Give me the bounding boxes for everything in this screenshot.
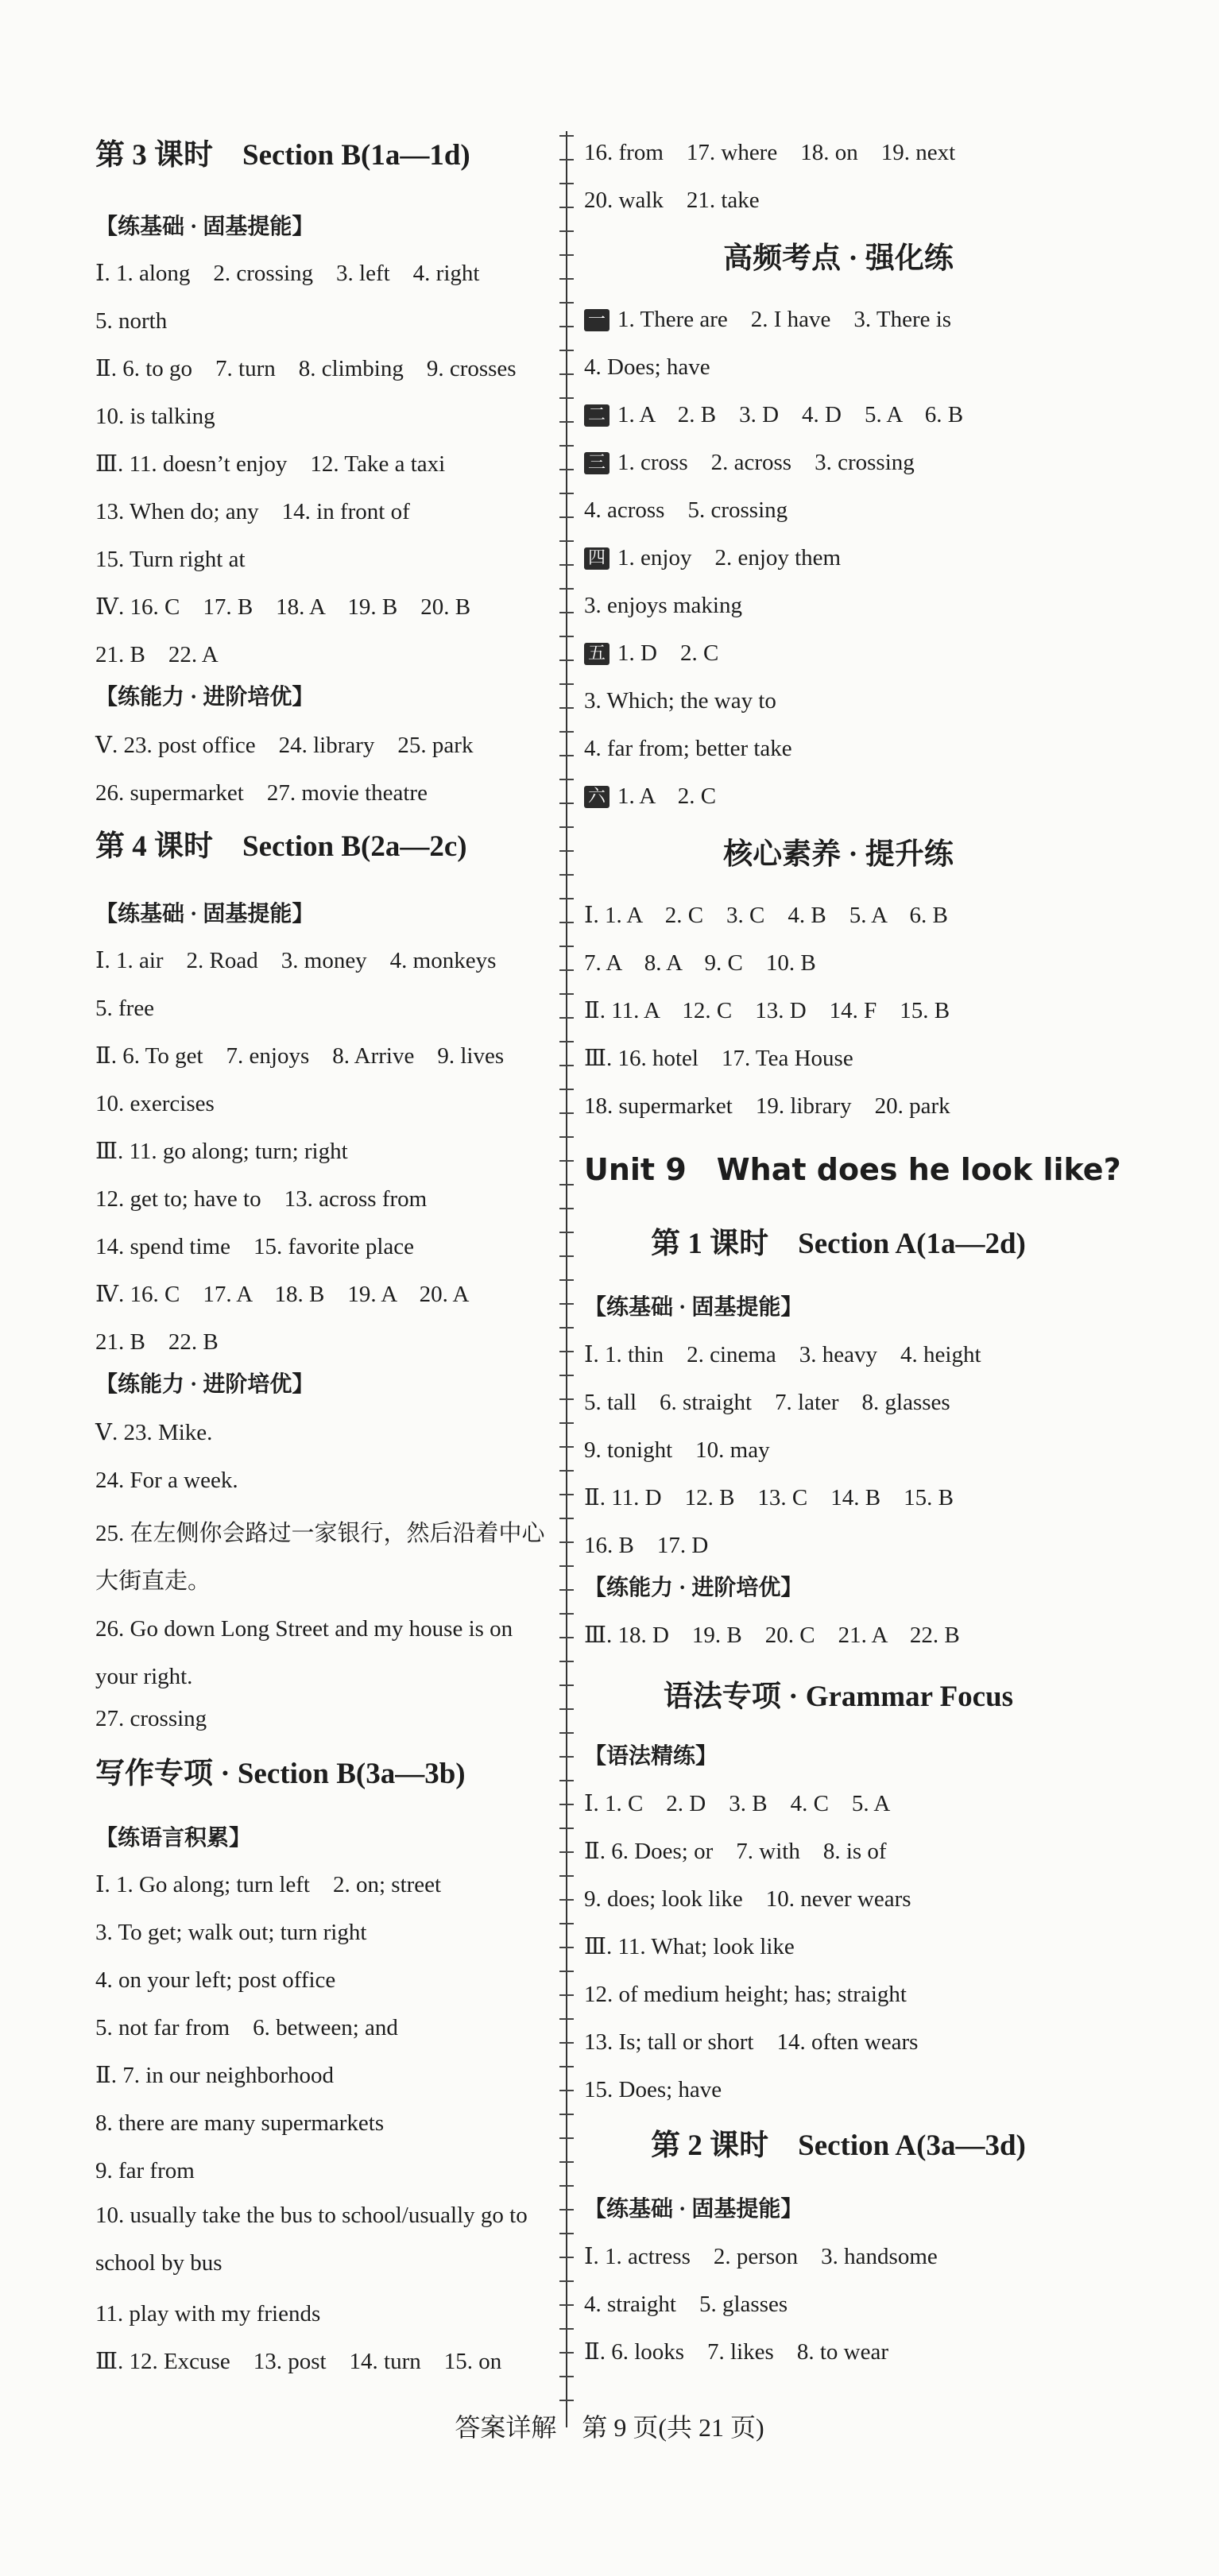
- divider-tick: [559, 373, 574, 375]
- line-text: 4. across 5. crossing: [584, 497, 788, 523]
- divider-tick: [559, 2114, 574, 2115]
- question-type-badge: 三: [584, 452, 610, 474]
- line-text: 1. enjoy 2. enjoy them: [617, 545, 842, 571]
- answer-line: [584, 1532, 708, 1559]
- line-text: 9. tonight 10. may: [584, 1437, 770, 1463]
- subsection-label: [584, 1744, 718, 1770]
- line-text: Ⅱ. 11. A 12. C 13. D 14. F 15. B: [584, 998, 950, 1023]
- answer-line: [584, 401, 963, 428]
- section-heading: [584, 1228, 1093, 1261]
- line-text: 26. supermarket 27. movie theatre: [95, 780, 428, 806]
- divider-tick: [559, 278, 574, 280]
- subsection-label: [95, 685, 314, 710]
- line-text: Ⅰ. 1. actress 2. person 3. handsome: [584, 2244, 938, 2269]
- divider-tick: [559, 254, 574, 256]
- answer-line: [95, 594, 470, 621]
- divider-tick: [559, 1589, 574, 1591]
- answer-line: [95, 451, 445, 478]
- answer-line: [584, 354, 710, 381]
- line-text: 12. of medium height; has; straight: [584, 1982, 907, 2007]
- divider-tick: [559, 707, 574, 709]
- divider-tick: [559, 850, 574, 852]
- line-text: 24. For a week.: [95, 1468, 238, 1493]
- divider-tick: [559, 898, 574, 899]
- answer-line: [584, 1389, 950, 1416]
- divider-tick: [559, 588, 574, 590]
- line-text: Ⅳ. 16. C 17. B 18. A 19. B 20. B: [95, 594, 471, 620]
- answer-line: [584, 1790, 890, 1817]
- line-text: Ⅰ. 1. air 2. Road 3. money 4. monkeys: [95, 948, 497, 973]
- answer-line: [584, 187, 760, 214]
- line-text: Ⅲ. 11. go along; turn; right: [95, 1139, 348, 1164]
- line-text: 4. straight 5. glasses: [584, 2292, 788, 2317]
- divider-tick: [559, 159, 574, 161]
- subsection-label: [95, 215, 314, 240]
- divider-tick: [559, 230, 574, 232]
- answer-line: [584, 2243, 938, 2270]
- line-text: 21. B 22. A: [95, 642, 219, 667]
- line-text: Ⅲ. 11. doesn’t enjoy 12. Take a taxi: [95, 451, 446, 477]
- answer-line: [95, 260, 479, 287]
- answer-line: [95, 2014, 398, 2041]
- line-text: 【语法精练】: [584, 1744, 718, 1769]
- question-type-badge: 二: [584, 404, 610, 427]
- line-text: 4. on your left; post office: [95, 1967, 336, 1993]
- divider-tick: [559, 1708, 574, 1710]
- line-text: 5. free: [95, 996, 155, 1021]
- divider-tick: [559, 1828, 574, 1829]
- section-heading: [584, 838, 1093, 872]
- answer-line: [584, 497, 788, 524]
- subsection-label: [584, 1576, 803, 1601]
- divider-tick: [559, 874, 574, 876]
- line-text: Ⅴ. 23. post office 24. library 25. park: [95, 733, 474, 758]
- answer-line: [584, 2291, 788, 2318]
- line-text: Unit 9 What does he look like?: [584, 1152, 1121, 1187]
- line-text: 【练能力 · 进阶培优】: [584, 1576, 803, 1600]
- line-text: 8. there are many supermarkets: [95, 2110, 385, 2136]
- divider-tick: [559, 2376, 574, 2377]
- section-heading: [95, 830, 467, 864]
- line-text: 13. When do; any 14. in front of: [95, 499, 410, 524]
- answer-line: [95, 1605, 556, 1700]
- line-text: 第 1 课时 Section A(1a—2d): [651, 1228, 1026, 1260]
- line-text: 5. not far from 6. between; and: [95, 2015, 398, 2040]
- line-text: 16. from 17. where 18. on 19. next: [584, 140, 956, 165]
- divider-tick: [559, 2161, 574, 2163]
- divider-tick: [559, 1136, 574, 1138]
- line-text: 【练基础 · 固基提能】: [95, 902, 315, 926]
- line-text: Ⅲ. 12. Excuse 13. post 14. turn 15. on: [95, 2349, 502, 2374]
- divider-tick: [559, 922, 574, 923]
- line-text: Ⅱ. 7. in our neighborhood: [95, 2063, 335, 2088]
- answer-line: [95, 1871, 441, 1898]
- answer-line: [95, 1233, 414, 1260]
- answer-line: [95, 2110, 384, 2137]
- divider-tick: [559, 755, 574, 756]
- divider-tick: [559, 302, 574, 304]
- answer-line: [95, 641, 219, 668]
- divider-tick: [559, 1541, 574, 1543]
- answer-line: [95, 1967, 335, 1994]
- unit-title: [584, 1152, 1121, 1187]
- line-text: 25. 在左侧你会路过一家银行，然后沿着中心大街直走。: [95, 1521, 545, 1594]
- divider-tick: [559, 469, 574, 470]
- divider-tick: [559, 731, 574, 733]
- line-text: 1. A 2. C: [617, 783, 717, 809]
- divider-tick: [559, 1851, 574, 1853]
- divider-tick: [559, 993, 574, 995]
- answer-line: [584, 1341, 981, 1368]
- line-text: 21. B 22. B: [95, 1329, 219, 1355]
- divider-tick: [559, 1279, 574, 1281]
- divider-tick: [559, 969, 574, 971]
- divider-tick: [559, 1875, 574, 1877]
- answer-line: [95, 995, 154, 1022]
- divider-tick: [559, 1351, 574, 1352]
- divider-tick: [559, 493, 574, 494]
- answer-line: [95, 1919, 366, 1946]
- answer-line: [95, 1419, 212, 1446]
- line-text: 1. There are 2. I have 3. There is: [617, 307, 952, 332]
- divider-tick: [559, 1422, 574, 1424]
- line-text: 4. Does; have: [584, 354, 710, 380]
- divider-tick: [559, 2233, 574, 2234]
- line-text: 第 3 课时 Section B(1a—1d): [95, 139, 470, 172]
- answer-line: [584, 640, 718, 667]
- divider-tick: [559, 1661, 574, 1662]
- line-text: 27. crossing: [95, 1706, 207, 1731]
- answer-line: [584, 1838, 887, 1865]
- divider-tick: [559, 2280, 574, 2282]
- divider-tick: [559, 2257, 574, 2258]
- subsection-label: [95, 1826, 251, 1851]
- line-text: 26. Go down Long Street and my house is on your right.: [95, 1616, 513, 1689]
- answer-line: [95, 1138, 348, 1165]
- line-text: Ⅱ. 6. To get 7. enjoys 8. Arrive 9. lives: [95, 1043, 505, 1069]
- answer-line: [584, 997, 950, 1024]
- divider-tick: [559, 2042, 574, 2044]
- divider-tick: [559, 612, 574, 613]
- answer-line: [584, 1981, 907, 2008]
- divider-tick: [559, 135, 574, 137]
- subsection-label: [95, 1372, 314, 1398]
- divider-tick: [559, 2066, 574, 2067]
- line-text: 16. B 17. D: [584, 1533, 709, 1558]
- divider-tick: [559, 2090, 574, 2091]
- subsection-label: [95, 902, 314, 927]
- divider-tick: [559, 779, 574, 780]
- answer-line: [95, 2348, 501, 2375]
- line-text: 7. A 8. A 9. C 10. B: [584, 950, 816, 976]
- line-text: 写作专项 · Section B(3a—3b): [95, 1758, 466, 1790]
- question-type-badge: 一: [584, 309, 610, 331]
- divider-tick: [559, 1160, 574, 1162]
- line-text: Ⅱ. 11. D 12. B 13. C 14. B 15. B: [584, 1485, 954, 1510]
- divider-tick: [559, 636, 574, 637]
- section-heading: [584, 1681, 1093, 1714]
- line-text: Ⅰ. 1. Go along; turn left 2. on; street: [95, 1872, 442, 1897]
- line-text: Ⅱ. 6. looks 7. likes 8. to wear: [584, 2339, 888, 2365]
- divider-tick: [559, 1398, 574, 1400]
- answer-line: [584, 783, 716, 810]
- answer-line: [584, 902, 948, 929]
- divider-tick: [559, 1327, 574, 1329]
- answer-line: [95, 732, 473, 759]
- line-text: 10. exercises: [95, 1091, 215, 1116]
- line-text: 20. walk 21. take: [584, 188, 760, 213]
- divider-tick: [559, 1232, 574, 1233]
- section-heading: [95, 139, 470, 172]
- line-text: 10. is talking: [95, 404, 215, 429]
- answer-line: [584, 2338, 888, 2365]
- line-text: 13. Is; tall or short 14. often wears: [584, 2029, 919, 2055]
- line-text: Ⅰ. 1. A 2. C 3. C 4. B 5. A 6. B: [584, 903, 948, 928]
- divider-tick: [559, 1017, 574, 1019]
- divider-tick: [559, 326, 574, 327]
- line-text: 核心素养 · 提升练: [723, 838, 954, 871]
- answer-line: [584, 1045, 853, 1072]
- line-text: 3. enjoys making: [584, 593, 742, 618]
- divider-tick: [559, 659, 574, 661]
- divider-tick: [559, 183, 574, 184]
- line-text: 9. does; look like 10. never wears: [584, 1886, 911, 1912]
- divider-tick: [559, 946, 574, 947]
- answer-line: [95, 2300, 320, 2327]
- divider-tick: [559, 207, 574, 208]
- divider-tick: [559, 1637, 574, 1638]
- answer-line: [584, 2076, 722, 2103]
- divider-tick: [559, 1923, 574, 1924]
- answer-line: [95, 307, 167, 335]
- divider-tick: [559, 1494, 574, 1495]
- answer-line: [95, 2157, 195, 2184]
- line-text: 【练基础 · 固基提能】: [95, 215, 315, 239]
- divider-tick: [559, 1899, 574, 1901]
- divider-tick: [559, 1994, 574, 1996]
- line-text: 第 2 课时 Section A(3a—3d): [651, 2129, 1026, 2162]
- divider-tick: [559, 516, 574, 518]
- line-text: 4. far from; better take: [584, 736, 792, 761]
- line-text: 14. spend time 15. favorite place: [95, 1234, 415, 1259]
- line-text: Ⅰ. 1. along 2. crossing 3. left 4. right: [95, 261, 480, 286]
- line-text: Ⅳ. 16. C 17. A 18. B 19. A 20. A: [95, 1282, 470, 1307]
- divider-tick: [559, 564, 574, 566]
- divider-tick: [559, 1255, 574, 1257]
- question-type-badge: 四: [584, 547, 610, 570]
- line-text: 15. Turn right at: [95, 547, 246, 572]
- divider-tick: [559, 2400, 574, 2401]
- answer-line: [95, 1467, 238, 1494]
- line-text: 10. usually take the bus to school/usually go to school by bus: [95, 2203, 528, 2276]
- section-heading: [95, 1758, 466, 1791]
- divider-tick: [559, 1112, 574, 1114]
- line-text: 【练能力 · 进阶培优】: [95, 685, 315, 710]
- answer-line: [95, 1042, 504, 1069]
- answer-line: [95, 1281, 470, 1308]
- line-text: Ⅲ. 18. D 19. B 20. C 21. A 22. B: [584, 1623, 960, 1648]
- divider-tick: [559, 1971, 574, 1972]
- divider-tick: [559, 540, 574, 542]
- line-text: 第 4 课时 Section B(2a—2c): [95, 830, 467, 863]
- answer-line: [95, 403, 215, 430]
- answer-line: [95, 1090, 215, 1117]
- answer-line: [95, 2062, 334, 2089]
- divider-tick: [559, 397, 574, 399]
- divider-tick: [559, 2304, 574, 2306]
- subsection-label: [584, 2197, 803, 2222]
- divider-tick: [559, 1041, 574, 1042]
- line-text: 9. far from: [95, 2158, 195, 2183]
- divider-tick: [559, 1780, 574, 1781]
- line-text: 【练基础 · 固基提能】: [584, 2197, 803, 2222]
- subsection-label: [584, 1295, 803, 1321]
- question-type-badge: 五: [584, 643, 610, 665]
- answer-line: [584, 2029, 918, 2056]
- section-heading: [584, 2129, 1093, 2163]
- line-text: 3. To get; walk out; turn right: [95, 1920, 367, 1945]
- divider-tick: [559, 2018, 574, 2020]
- line-text: 1. D 2. C: [617, 640, 719, 666]
- divider-tick: [559, 1732, 574, 1734]
- line-text: 5. tall 6. straight 7. later 8. glasses: [584, 1390, 950, 1415]
- answer-line: [95, 1510, 556, 1605]
- divider-tick: [559, 2352, 574, 2354]
- line-text: Ⅰ. 1. C 2. D 3. B 4. C 5. A: [584, 1791, 891, 1816]
- divider-tick: [559, 1208, 574, 1209]
- answer-line: [584, 544, 841, 571]
- divider-tick: [559, 1756, 574, 1758]
- divider-tick: [559, 2185, 574, 2187]
- line-text: 1. cross 2. across 3. crossing: [617, 450, 915, 475]
- divider-tick: [559, 1446, 574, 1448]
- line-text: Ⅱ. 6. to go 7. turn 8. climbing 9. crosses: [95, 356, 517, 381]
- divider-tick: [559, 803, 574, 804]
- answer-line: [584, 1622, 960, 1649]
- line-text: Ⅲ. 11. What; look like: [584, 1934, 795, 1959]
- line-text: 11. play with my friends: [95, 2301, 321, 2327]
- answer-line: [584, 1484, 954, 1511]
- answer-line: [95, 1186, 427, 1213]
- answer-line: [584, 1437, 770, 1464]
- line-text: 【练基础 · 固基提能】: [584, 1295, 803, 1320]
- divider-tick: [559, 1184, 574, 1186]
- line-text: 12. get to; have to 13. across from: [95, 1186, 428, 1212]
- answer-line: [584, 1093, 950, 1120]
- answer-line: [584, 592, 742, 619]
- answer-line: [584, 950, 816, 977]
- line-text: 【练语言积累】: [95, 1826, 252, 1851]
- answer-line: [584, 139, 955, 166]
- answer-line: [95, 1705, 207, 1732]
- line-text: 语法专项 · Grammar Focus: [663, 1681, 1014, 1713]
- line-text: 【练能力 · 进阶培优】: [95, 1372, 315, 1397]
- answer-line: [95, 355, 517, 382]
- divider-tick: [559, 1565, 574, 1567]
- line-text: 18. supermarket 19. library 20. park: [584, 1093, 950, 1119]
- divider-tick: [559, 445, 574, 447]
- answer-line: [95, 2191, 556, 2287]
- divider-tick: [559, 683, 574, 685]
- answer-line: [584, 306, 951, 333]
- question-type-badge: 六: [584, 786, 610, 808]
- answer-line: [584, 735, 792, 762]
- page-footer: 答案详解 第 9 页(共 21 页): [455, 2413, 764, 2442]
- answer-line: [95, 1329, 219, 1356]
- divider-tick: [559, 1065, 574, 1066]
- divider-tick: [559, 826, 574, 828]
- divider-tick: [559, 2209, 574, 2210]
- line-text: 高频考点 · 强化练: [723, 242, 954, 275]
- divider-tick: [559, 421, 574, 423]
- answer-line: [95, 779, 428, 806]
- divider-tick: [559, 1518, 574, 1519]
- line-text: 15. Does; have: [584, 2077, 722, 2102]
- answer-line: [95, 498, 410, 525]
- divider-tick: [559, 1470, 574, 1472]
- answer-line: [584, 449, 915, 476]
- line-text: Ⅲ. 16. hotel 17. Tea House: [584, 1046, 853, 1071]
- divider-tick: [559, 1375, 574, 1376]
- line-text: Ⅴ. 23. Mike.: [95, 1420, 213, 1445]
- divider-tick: [559, 2328, 574, 2330]
- answer-line: [584, 687, 776, 714]
- line-text: 5. north: [95, 308, 168, 334]
- divider-tick: [559, 1613, 574, 1615]
- divider-tick: [559, 1303, 574, 1305]
- answer-line: [95, 947, 496, 974]
- line-text: 3. Which; the way to: [584, 688, 776, 714]
- divider-tick: [559, 1947, 574, 1948]
- line-text: Ⅱ. 6. Does; or 7. with 8. is of: [584, 1839, 887, 1864]
- divider-tick: [559, 350, 574, 351]
- divider-tick: [559, 1804, 574, 1805]
- line-text: 1. A 2. B 3. D 4. D 5. A 6. B: [617, 402, 964, 427]
- section-heading: [584, 242, 1093, 276]
- answer-line: [584, 1886, 911, 1913]
- answer-line: [95, 546, 246, 573]
- divider-tick: [559, 1089, 574, 1090]
- divider-tick: [559, 2137, 574, 2139]
- line-text: Ⅰ. 1. thin 2. cinema 3. heavy 4. height: [584, 1342, 981, 1367]
- divider-tick: [559, 1684, 574, 1686]
- answer-line: [584, 1933, 795, 1960]
